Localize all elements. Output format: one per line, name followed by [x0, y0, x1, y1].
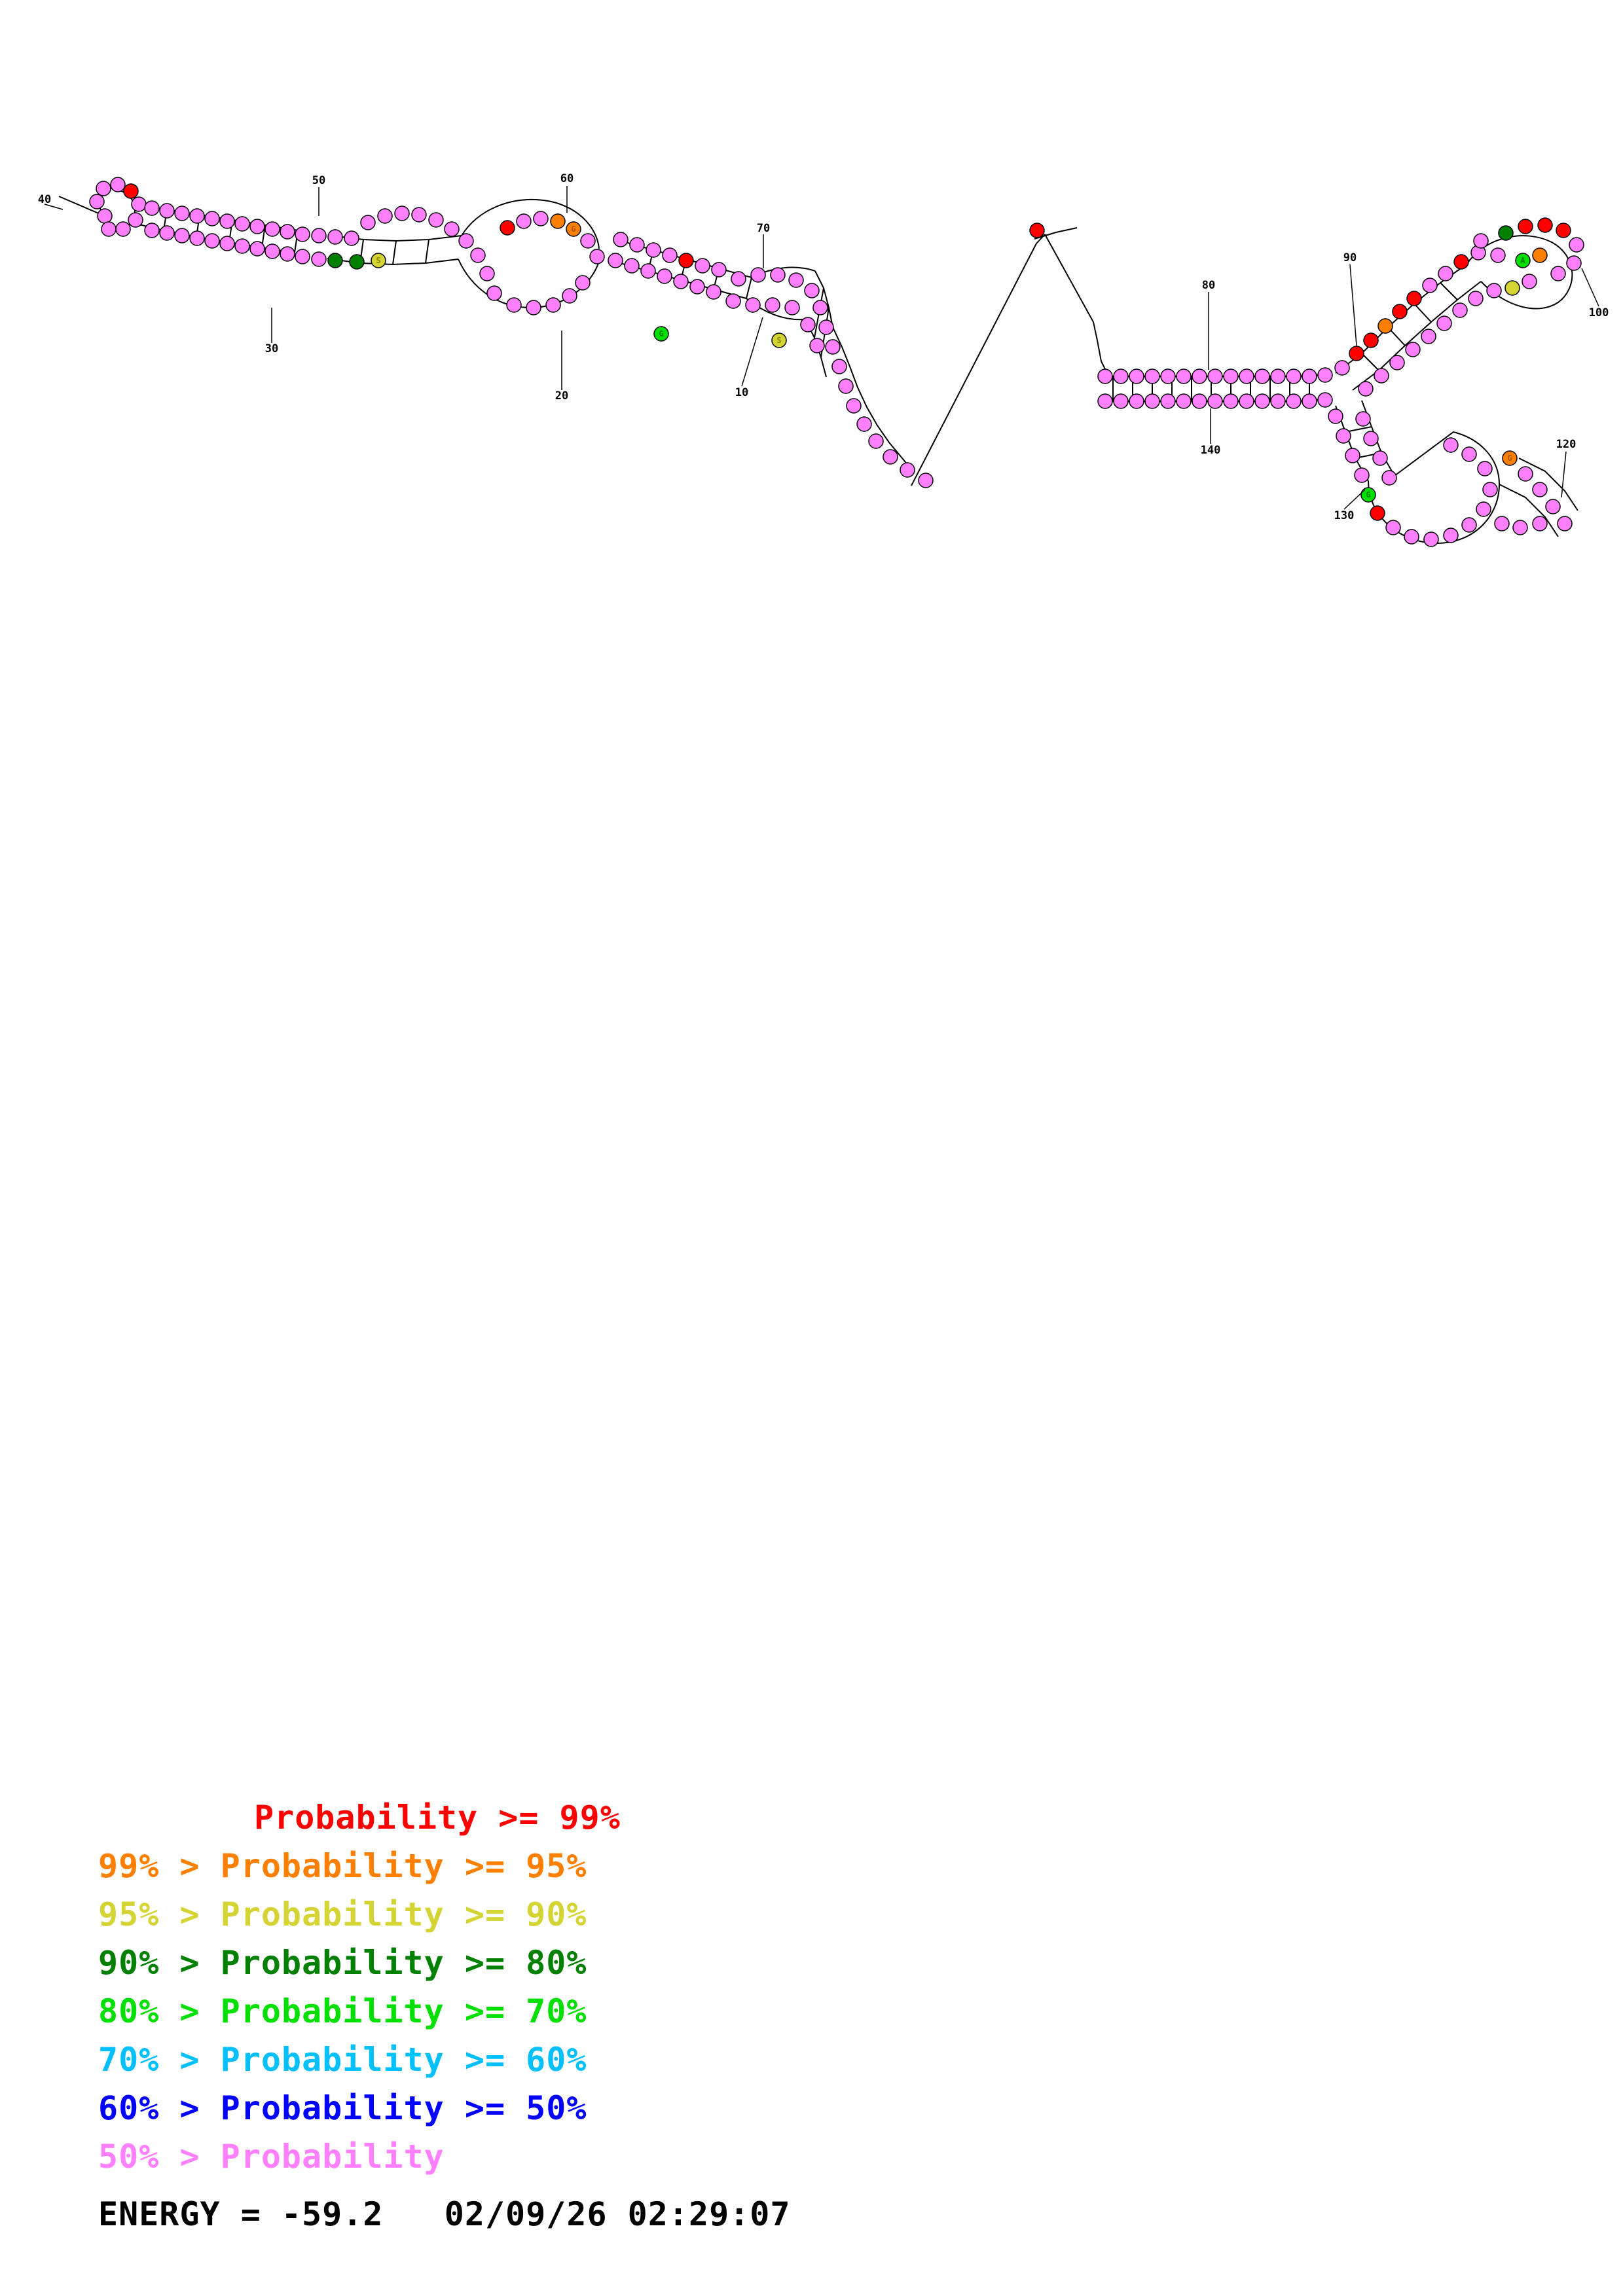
svg-text:G: G [354, 257, 359, 266]
legend-row-below-50: 50% > Probability [98, 2138, 445, 2176]
rna-structure-diagram [0, 0, 1623, 655]
legend-row-90: 95% > Probability >= 90% [98, 1895, 587, 1933]
index-label: 80 [1201, 279, 1216, 292]
svg-text:A: A [1375, 509, 1380, 518]
rna-structure-panel [0, 0, 1623, 655]
svg-text:A: A [505, 223, 510, 232]
svg-text:A: A [1354, 349, 1359, 358]
svg-text:G: G [1507, 454, 1512, 463]
svg-text:G: G [659, 329, 664, 338]
energy-and-timestamp: ENERGY = -59.2 02/09/26 02:29:07 [98, 2195, 791, 2233]
svg-text:A: A [128, 187, 134, 196]
index-label: 70 [756, 222, 771, 235]
tail-strand [833, 327, 914, 473]
nucleotide-circles [90, 177, 1584, 547]
svg-text:G: G [1503, 228, 1508, 238]
index-label: 140 [1200, 444, 1221, 457]
index-label: 50 [312, 174, 326, 187]
index-label: 10 [735, 386, 749, 399]
index-label: 120 [1556, 438, 1577, 451]
probability-legend [0, 1793, 1623, 2238]
legend-row-99: Probability >= 99% [254, 1799, 621, 1837]
index-label: 100 [1588, 306, 1609, 319]
legend-row-95: 99% > Probability >= 95% [98, 1847, 587, 1885]
svg-text:A: A [1542, 221, 1548, 230]
svg-text:S: S [376, 256, 381, 265]
legend-row-70: 80% > Probability >= 70% [98, 1992, 587, 2030]
svg-text:S: S [776, 336, 782, 345]
svg-text:G: G [571, 224, 576, 234]
index-label: 130 [1334, 509, 1355, 522]
helix-region-right [615, 241, 833, 377]
index-label: 90 [1343, 251, 1357, 264]
svg-text:G: G [333, 256, 338, 265]
svg-text:G: G [1366, 490, 1371, 499]
svg-text:A: A [1520, 256, 1525, 265]
index-label: 60 [560, 172, 574, 185]
svg-text:A: A [1397, 307, 1402, 316]
index-label: 20 [555, 389, 569, 403]
index-label: 40 [37, 193, 52, 206]
svg-text:A: A [684, 256, 689, 265]
index-label: 30 [264, 342, 279, 355]
legend-row-50: 60% > Probability >= 50% [98, 2089, 587, 2127]
legend-row-60: 70% > Probability >= 60% [98, 2041, 587, 2079]
legend-row-80: 90% > Probability >= 80% [98, 1944, 587, 1982]
backbone-and-pairs [911, 196, 1113, 486]
svg-text:A: A [1368, 336, 1374, 345]
